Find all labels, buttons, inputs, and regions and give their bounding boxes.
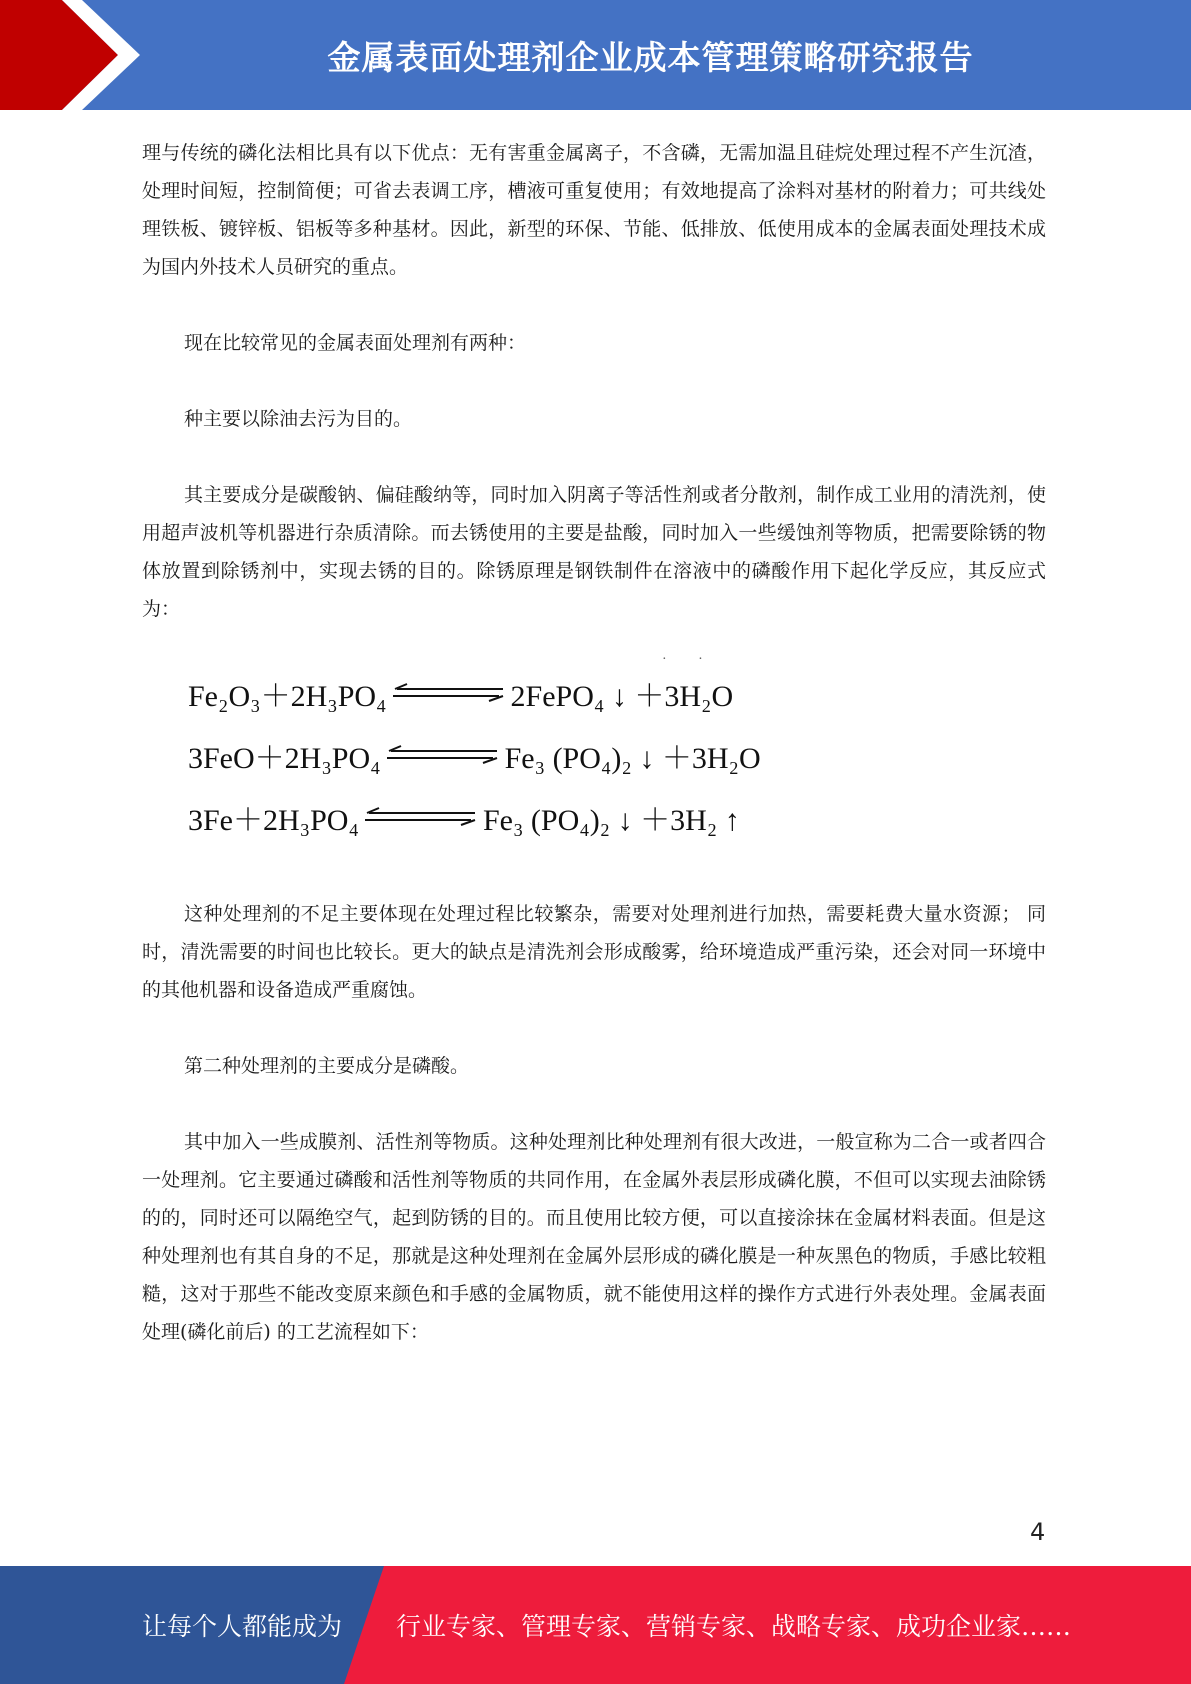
equation-2-left: 3FeO＋2H₃PO₄ [188, 742, 381, 775]
footer-slogan-right: 行业专家、管理专家、营销专家、战略专家、成功企业家…… [396, 1612, 1072, 1641]
equilibrium-arrow-icon [391, 683, 507, 703]
equation-1 [188, 668, 733, 718]
equation-3 [188, 792, 740, 842]
page-header [0, 0, 1191, 110]
paragraph-2: 现在比较常见的金属表面处理剂有两种： [184, 332, 527, 354]
paragraph-5: 这种处理剂的不足主要体现在处理过程比较繁杂，需要对处理剂进行加热，需要耗费大量水资源； 同时，清洗需要的时间也比较长。更大的缺点是清洗剂会形成酸雾，给环境造成严重污染，还会对同一环境中的其他机器和设备造成严重腐蚀。 [142, 903, 1046, 1001]
equation-2-right: Fe₃ (PO₄)₂ ↓ ＋3H₂O [504, 742, 761, 775]
footer-slogan-left: 让每个人都能成为 [142, 1612, 343, 1641]
page-number: 4 [1030, 1518, 1046, 1546]
equation-3-right: Fe₃ (PO₄)₂ ↓ ＋3H₂ ↑ [482, 804, 740, 837]
reaction-equations [142, 652, 1046, 855]
paragraph-1: 理与传统的磷化法相比具有以下优点：无有害重金属离子，不含磷，无需加温且硅烷处理过程不产生沉渣，处理时间短，控制简便；可省去表调工序，槽液可重复使用；有效地提高了涂料对基材的附着力；可共线处理铁板、镀锌板、铝板等多种基材。因此，新型的环保、节能、低排放、低使用成本的金属表面处理技术成为国内外技术人员研究的重点。 [142, 142, 1046, 278]
paragraph-6: 第二种处理剂的主要成分是磷酸。 [184, 1055, 470, 1077]
paragraph-7: 其中加入一些成膜剂、活性剂等物质。这种处理剂比种处理剂有很大改进，一般宣称为二合一或者四合一处理剂。它主要通过磷酸和活性剂等物质的共同作用，在金属外表层形成磷化膜，不但可以实现去油除锈的的，同时还可以隔绝空气，起到防锈的目的。而且使用比较方便，可以直接涂抹在金属材料表面。但是这种处理剂也有其自身的不足，那就是这种处理剂在金属外层形成的磷化膜是一种灰黑色的物质，手感比较粗糙，这对于那些不能改变原来颜色和手感的金属物质，就不能使用这样的操作方式进行外表处理。金属表面处理(磷化前后) 的工艺流程如下： [142, 1131, 1046, 1343]
equilibrium-arrow-icon [363, 807, 479, 827]
paragraph-3: 种主要以除油去污为目的。 [184, 408, 413, 430]
document-body [142, 134, 1046, 1351]
equilibrium-arrow-icon [385, 745, 501, 765]
scan-artifact: · · [662, 652, 717, 667]
report-title: 金属表面处理剂企业成本管理策略研究报告 [327, 37, 974, 77]
header-chevron-icon [0, 0, 160, 110]
equation-3-left: 3Fe＋2H₃PO₄ [188, 804, 359, 837]
paragraph-4: 其主要成分是碳酸钠、偏硅酸纳等，同时加入阴离子等活性剂或者分散剂，制作成工业用的清洗剂，使用超声波机等机器进行杂质清除。而去锈使用的主要是盐酸，同时加入一些缓蚀剂等物质，把需要除锈的物体放置到除锈剂中，实现去锈的目的。除锈原理是钢铁制件在溶液中的磷酸作用下起化学反应，其反应式为： [142, 484, 1046, 620]
equation-1-left: Fe₂O₃＋2H₃PO₄ [188, 680, 387, 713]
equation-1-right: 2FePO₄ ↓ ＋3H₂O [510, 680, 734, 713]
equation-2 [188, 730, 761, 780]
